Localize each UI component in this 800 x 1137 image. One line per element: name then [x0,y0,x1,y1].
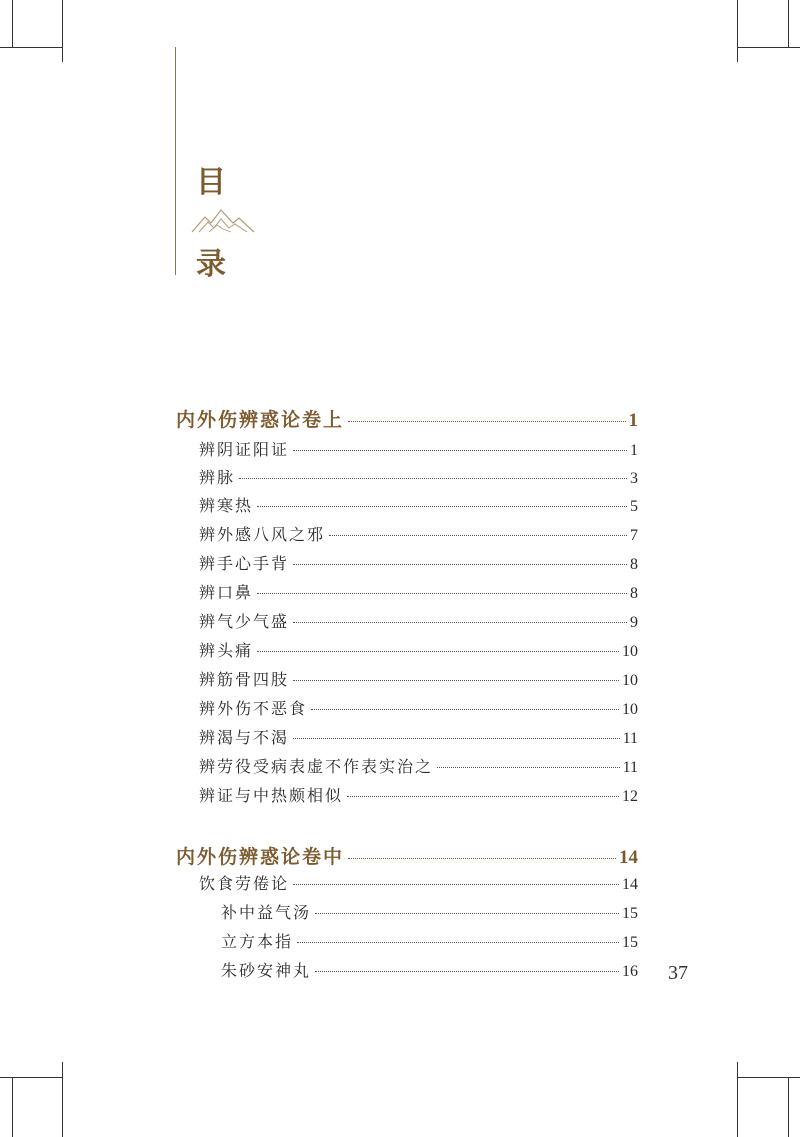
toc-entry[interactable] [199,465,638,488]
toc-entry[interactable] [199,754,638,777]
toc-entry[interactable] [221,958,638,981]
toc-entry-title: 辨劳役受病表虚不作表实治之 [199,757,434,776]
dot-leader [437,767,620,768]
toc-entry-page: 9 [630,614,638,631]
toc-entry-title: 朱砂安神丸 [221,961,312,980]
toc-entry-page: 10 [622,643,638,660]
toc-entry-title: 辨外伤不恶食 [199,699,308,718]
dot-leader [315,971,619,972]
toc-entry-page: 12 [622,788,638,805]
dot-leader [293,738,620,739]
toc-entry[interactable] [199,580,638,603]
dot-leader [311,709,619,710]
toc-entry-title: 辨脉 [199,468,236,487]
toc-entry[interactable] [199,667,638,690]
toc-entry-title: 辨口鼻 [199,583,254,602]
toc-entry[interactable] [221,900,638,923]
toc-entry-page: 8 [630,585,638,602]
toc-entry-title: 辨渴与不渴 [199,728,290,747]
toc-entry-title: 内外伤辨惑论卷上 [176,409,345,431]
toc-entry[interactable] [199,437,638,460]
toc-entry-title: 饮食劳倦论 [199,874,290,893]
toc-entry-page: 15 [622,934,638,951]
toc-entry[interactable] [199,696,638,719]
dot-leader [293,680,619,681]
toc-entry[interactable] [199,725,638,748]
toc-entry-title: 辨阴证阳证 [199,440,290,459]
toc-entry-page: 8 [630,556,638,573]
dot-leader [257,506,627,507]
toc-entry-page: 11 [622,730,638,747]
toc-entry-title: 补中益气汤 [221,903,312,922]
toc-entry-page: 15 [622,905,638,922]
dot-leader [347,796,619,797]
toc-entry-page: 7 [630,527,638,544]
dot-leader [239,478,627,479]
toc-entry[interactable] [199,522,638,545]
toc-entry-page: 14 [619,847,638,868]
toc-entry[interactable] [199,609,638,632]
toc-entry[interactable] [199,493,638,516]
toc-entry-title: 辨气少气盛 [199,612,290,631]
dot-leader [348,858,616,859]
toc-entry[interactable] [221,929,638,952]
toc-entry[interactable] [199,783,638,806]
toc-entry-page: 14 [622,876,638,893]
toc-entry-title: 辨筋骨四肢 [199,670,290,689]
heading-char-mu: 目 [196,165,226,200]
toc-volume-entry[interactable] [176,405,638,432]
toc-entry-title: 内外伤辨惑论卷中 [176,846,345,868]
dot-leader [257,651,619,652]
toc-entry-page: 3 [630,470,638,487]
dot-leader [297,942,619,943]
toc-entry-page: 10 [622,701,638,718]
page-number: 37 [668,962,688,984]
dot-leader [348,421,625,422]
toc-entry-page: 10 [622,672,638,689]
toc-entry-page: 11 [622,759,638,776]
toc-entry[interactable] [199,551,638,574]
toc-entry-page: 1 [628,410,638,431]
toc-entry-title: 立方本指 [221,932,294,951]
toc-entry[interactable] [199,638,638,661]
dot-leader [293,622,627,623]
toc-entry-page: 5 [630,498,638,515]
dot-leader [293,564,627,565]
toc-entry[interactable] [199,871,638,894]
toc-entry-title: 辨寒热 [199,496,254,515]
toc-entry-title: 辨手心手背 [199,554,290,573]
toc-entry-title: 辨头痛 [199,641,254,660]
toc-volume-entry[interactable] [176,842,638,869]
dot-leader [315,913,619,914]
dot-leader [329,535,627,536]
toc-entry-page: 1 [630,442,638,459]
toc-entry-page: 16 [622,963,638,980]
dot-leader [293,450,627,451]
dot-leader [293,884,619,885]
toc-entry-title: 辨证与中热颇相似 [199,786,344,805]
toc-entry-title: 辨外感八风之邪 [199,525,326,544]
dot-leader [257,593,627,594]
heading-char-lu: 录 [196,247,226,282]
